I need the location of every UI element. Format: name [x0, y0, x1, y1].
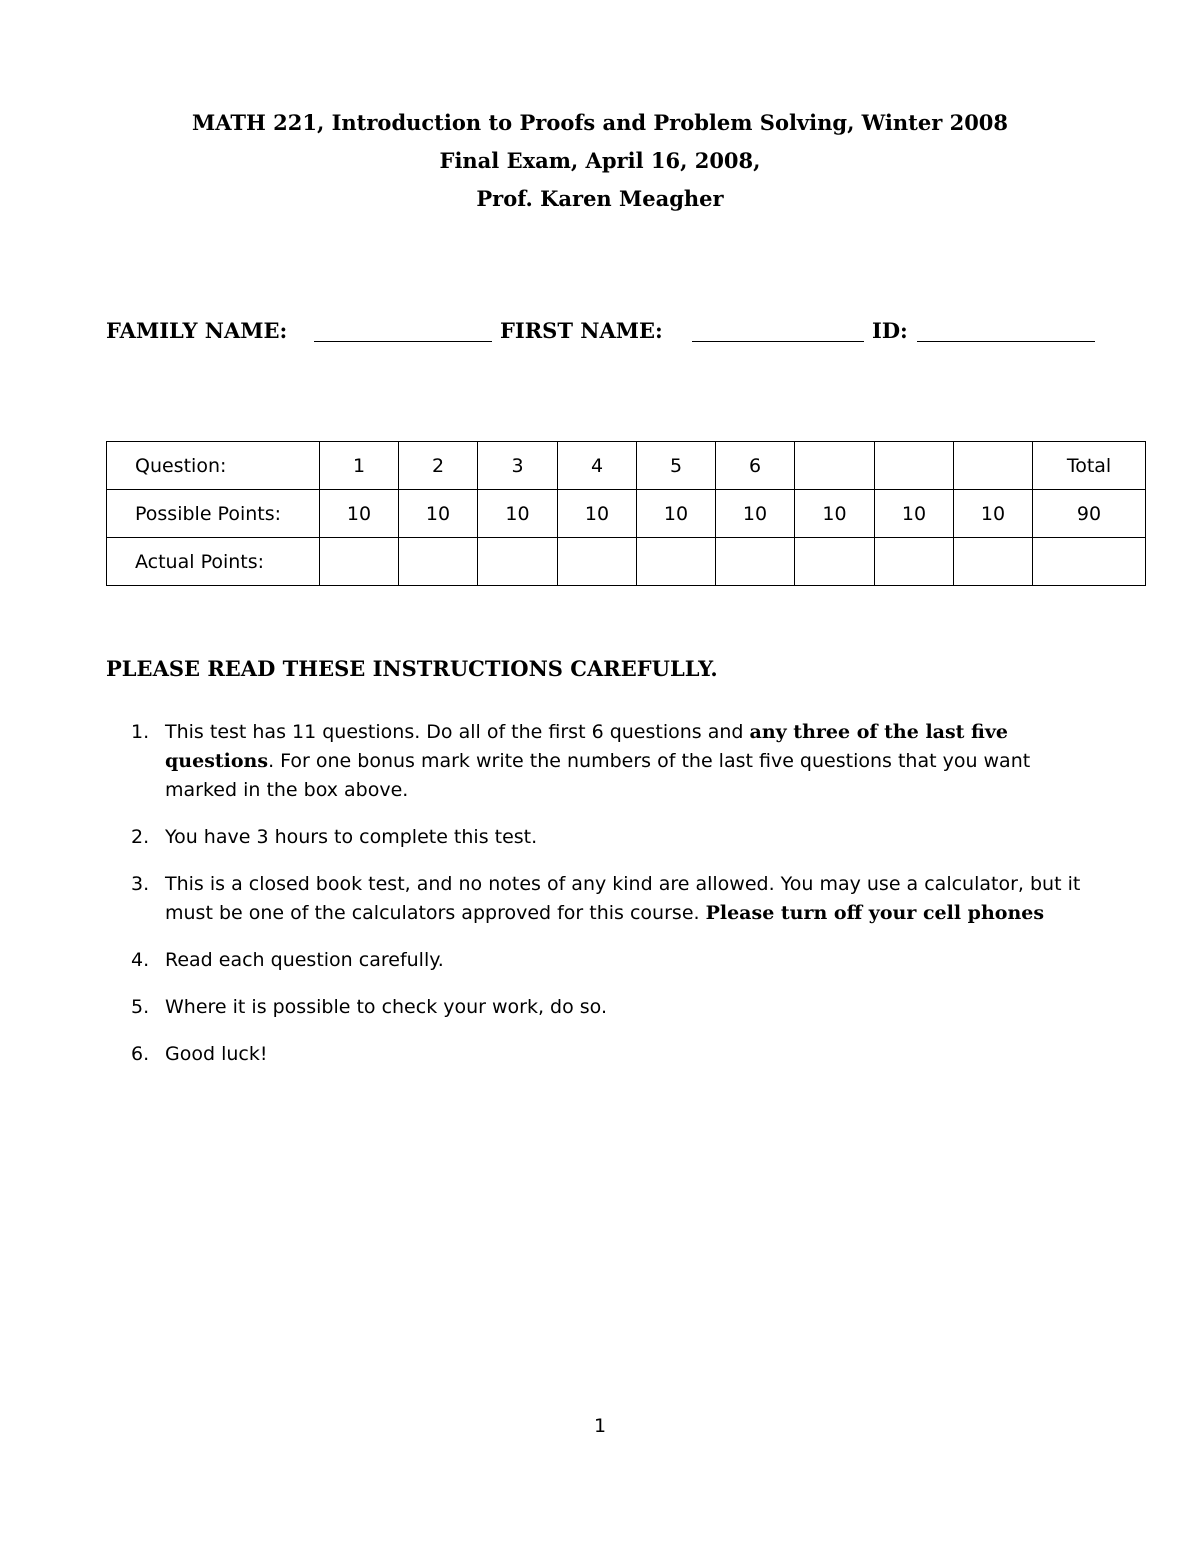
question-choice-cell[interactable]: [875, 442, 954, 490]
instruction-text: Where it is possible to check your work, do so.: [165, 996, 608, 1018]
instruction-number: 3.: [131, 873, 150, 895]
question-cell: 6: [716, 442, 795, 490]
instruction-item: [106, 993, 1096, 1022]
question-choice-cell[interactable]: [795, 442, 875, 490]
instruction-text: . For one bonus mark write the numbers of the last five questions that you want marked in the box above.: [165, 750, 1031, 801]
actual-points-label: Actual Points:: [107, 538, 320, 586]
question-cell: 2: [399, 442, 478, 490]
page-number: 1: [593, 1415, 607, 1437]
professor-name: Prof. Karen Meagher: [476, 186, 724, 211]
instruction-emphasis: any three of the last five questions: [165, 721, 1009, 772]
actual-points-cell[interactable]: [320, 538, 399, 586]
first-name-label: FIRST NAME:: [500, 318, 663, 343]
actual-points-cell[interactable]: [795, 538, 875, 586]
instruction-item: [106, 870, 1096, 928]
actual-points-cell[interactable]: [637, 538, 716, 586]
actual-points-row: [107, 538, 1146, 586]
instruction-text: This test has 11 questions. Do all of the first 6 questions and: [165, 721, 750, 743]
score-table: [106, 441, 1146, 586]
instruction-text: This is a closed book test, and no notes of any kind are allowed. You may use a calculator, but it must be one of the calculators approved for this course.: [165, 873, 1081, 924]
possible-points-row: [107, 490, 1146, 538]
actual-points-cell[interactable]: [558, 538, 637, 586]
actual-points-cell[interactable]: [399, 538, 478, 586]
possible-points-cell: 10: [637, 490, 716, 538]
instruction-item: [106, 1040, 1096, 1069]
exam-header: [0, 104, 1200, 218]
family-name-label: FAMILY NAME:: [106, 318, 288, 343]
instruction-number: 5.: [131, 996, 150, 1018]
instruction-item: [106, 718, 1096, 805]
instruction-text: Good luck!: [165, 1043, 268, 1065]
possible-points-cell: 10: [478, 490, 558, 538]
family-name-field[interactable]: [314, 341, 492, 342]
possible-points-cell: 10: [954, 490, 1033, 538]
question-cell: 1: [320, 442, 399, 490]
instruction-item: [106, 946, 1096, 975]
instruction-number: 4.: [131, 949, 150, 971]
exam-title-date: Final Exam, April 16, 2008,: [439, 148, 761, 173]
possible-points-cell: 10: [320, 490, 399, 538]
possible-points-cell: 10: [875, 490, 954, 538]
course-title: MATH 221, Introduction to Proofs and Problem Solving, Winter 2008: [191, 110, 1009, 135]
instruction-text: You have 3 hours to complete this test.: [165, 826, 538, 848]
actual-points-cell[interactable]: [875, 538, 954, 586]
student-info-row: [106, 316, 1096, 352]
instruction-item: [106, 823, 1096, 852]
first-name-field[interactable]: [692, 341, 864, 342]
instruction-emphasis: Please turn off your cell phones: [705, 902, 1045, 924]
instructions-list: [106, 718, 1096, 1087]
instructions-title: PLEASE READ THESE INSTRUCTIONS CAREFULLY.: [106, 656, 718, 681]
possible-points-cell: 10: [795, 490, 875, 538]
instruction-number: 1.: [131, 721, 150, 743]
possible-points-cell: 10: [399, 490, 478, 538]
possible-points-cell: 10: [558, 490, 637, 538]
instruction-number: 2.: [131, 826, 150, 848]
question-row: [107, 442, 1146, 490]
actual-points-total[interactable]: [1033, 538, 1146, 586]
id-field[interactable]: [917, 341, 1095, 342]
question-cell: 5: [637, 442, 716, 490]
question-total-cell: Total: [1033, 442, 1146, 490]
actual-points-cell[interactable]: [954, 538, 1033, 586]
question-choice-cell[interactable]: [954, 442, 1033, 490]
actual-points-cell[interactable]: [478, 538, 558, 586]
possible-points-total: 90: [1033, 490, 1146, 538]
question-row-label: Question:: [107, 442, 320, 490]
id-label: ID:: [872, 318, 908, 343]
actual-points-cell[interactable]: [716, 538, 795, 586]
instruction-number: 6.: [131, 1043, 150, 1065]
question-cell: 3: [478, 442, 558, 490]
possible-points-label: Possible Points:: [107, 490, 320, 538]
question-cell: 4: [558, 442, 637, 490]
instruction-text: Read each question carefully.: [165, 949, 444, 971]
possible-points-cell: 10: [716, 490, 795, 538]
